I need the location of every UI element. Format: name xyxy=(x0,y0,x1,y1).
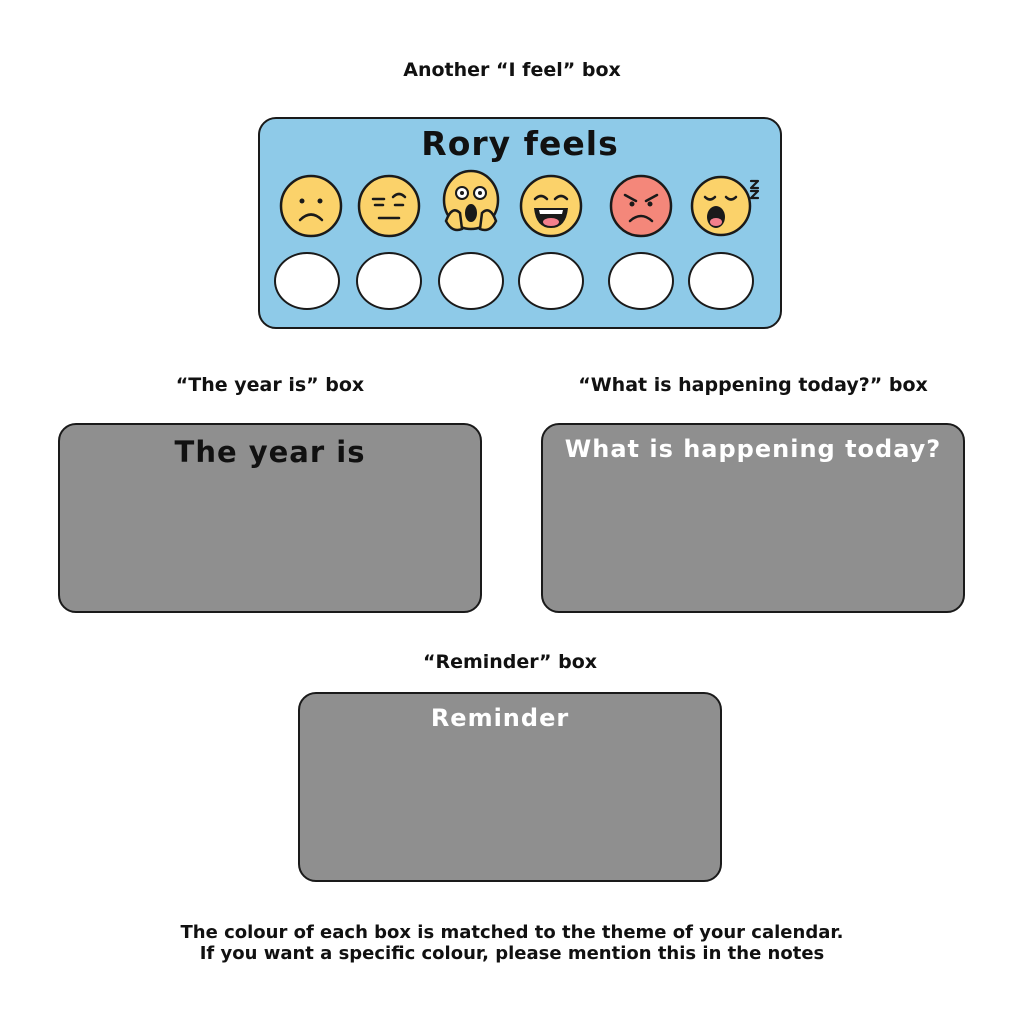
year-box-title: The year is xyxy=(174,435,366,469)
emotion-slot[interactable] xyxy=(438,252,504,310)
scared-face-icon xyxy=(438,169,504,235)
laughing-face-icon xyxy=(518,173,584,239)
angry-face-icon xyxy=(608,173,674,239)
sad-face-icon xyxy=(278,173,344,239)
i-feel-box xyxy=(258,117,782,329)
happening-box xyxy=(541,423,965,613)
skeptical-face-icon xyxy=(356,173,422,239)
happening-box-title: What is happening today? xyxy=(564,435,942,463)
emotion-slot[interactable] xyxy=(356,252,422,310)
reminder-box-title: Reminder xyxy=(430,704,570,732)
i-feel-title: Rory feels xyxy=(421,124,619,163)
feel-box-caption: Another “I feel” box xyxy=(403,59,621,81)
sleepy-face-icon xyxy=(688,171,768,237)
footer-note-line-2: If you want a specific colour, please mention this in the notes xyxy=(199,943,825,964)
reminder-box-caption: “Reminder” box xyxy=(422,651,598,673)
emotion-slot[interactable] xyxy=(608,252,674,310)
year-box xyxy=(58,423,482,613)
footer-note-line-1: The colour of each box is matched to the theme of your calendar. xyxy=(180,922,844,943)
emotion-slot[interactable] xyxy=(518,252,584,310)
emotion-slot[interactable] xyxy=(274,252,340,310)
year-box-caption: “The year is” box xyxy=(175,374,365,396)
reminder-box xyxy=(298,692,722,882)
happening-box-caption: “What is happening today?” box xyxy=(578,374,928,396)
emotion-slot[interactable] xyxy=(688,252,754,310)
